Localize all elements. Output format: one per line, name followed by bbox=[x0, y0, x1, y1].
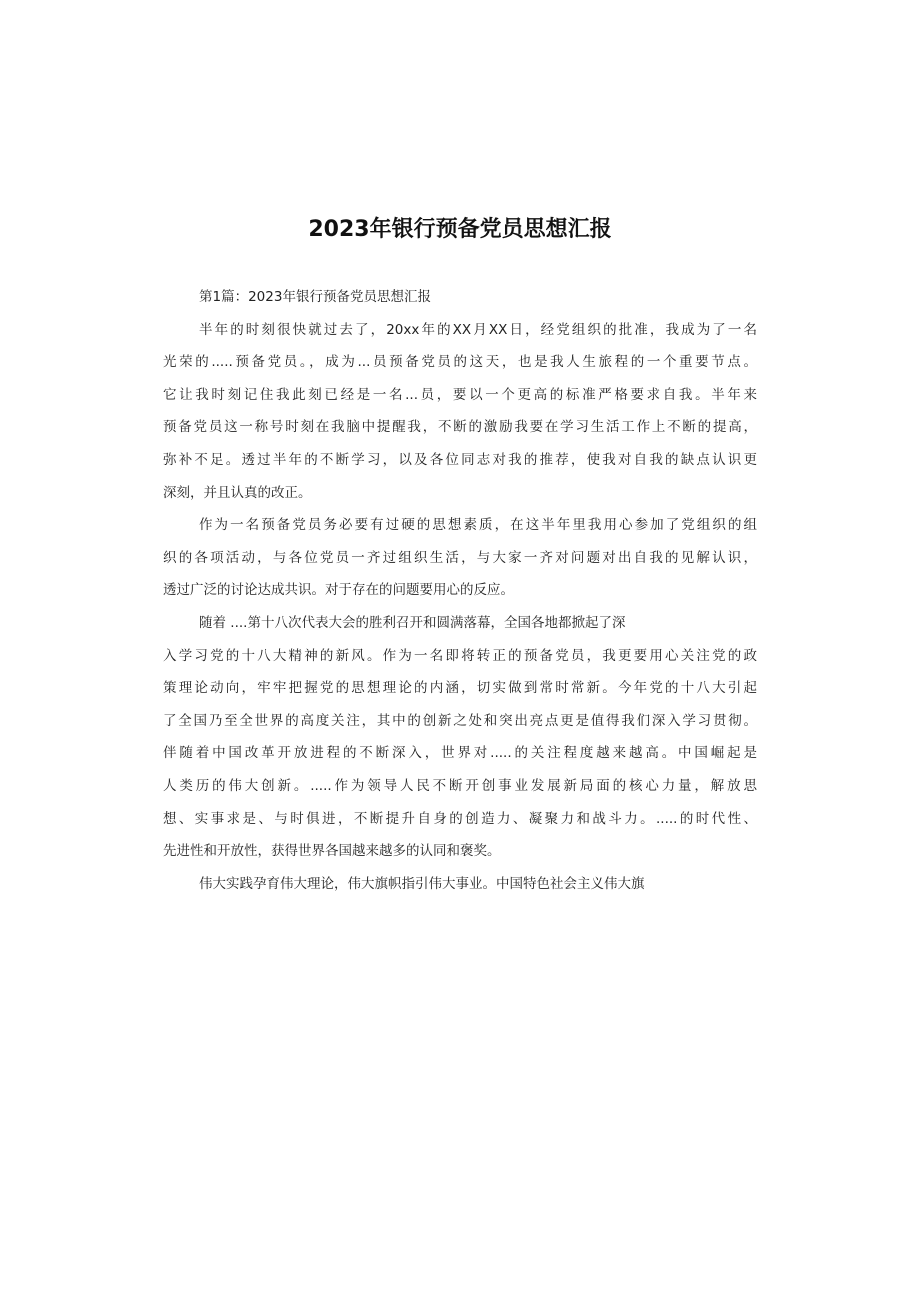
paragraph-line: 伟大实践孕育伟大理论，伟大旗帜指引伟大事业。中国特色社会主义伟大旗 bbox=[199, 875, 645, 892]
paragraph-4 bbox=[163, 871, 757, 904]
paragraph-line: 透过广泛的讨论达成共识。对于存在的问题要用心的反应。 bbox=[163, 582, 514, 599]
paragraph-line: 预备党员这一称号时刻在我脑中提醒我，不断的激励我要在学习生活工作上不断的提高， bbox=[163, 419, 757, 436]
paragraph-line: 织的各项活动，与各位党员一齐过组织生活，与大家一齐对问题对出自我的见解认识， bbox=[163, 549, 757, 566]
paragraph-1 bbox=[163, 317, 757, 513]
paragraph-line: 作为一名预备党员务必要有过硬的思想素质，在这半年里我用心参加了党组织的组 bbox=[199, 517, 757, 534]
paragraph-line: 半年的时刻很快就过去了，20xx年的XX月XX日，经党组织的批准，我成为了一名 bbox=[199, 321, 757, 338]
paragraph-line: 先进性和开放性，获得世界各国越来越多的认同和褒奖。 bbox=[163, 843, 501, 860]
paragraph-line: 入学习党的十八大精神的新风。作为一名即将转正的预备党员，我更要用心关注党的政 bbox=[163, 647, 757, 664]
paragraph-line: 人类历的伟大创新。.....作为领导人民不断开创事业发展新局面的核心力量，解放思 bbox=[163, 777, 757, 794]
document-body bbox=[163, 284, 757, 903]
paragraph-line: 伴随着中国改革开放进程的不断深入，世界对.....的关注程度越来越高。中国崛起是 bbox=[163, 745, 757, 762]
paragraph-line: 了全国乃至全世界的高度关注，其中的创新之处和突出亮点更是值得我们深入学习贯彻。 bbox=[163, 712, 757, 729]
paragraph-line: 弥补不足。透过半年的不断学习，以及各位同志对我的推荐，使我对自我的缺点认识更 bbox=[163, 451, 757, 468]
paragraph-3 bbox=[163, 610, 757, 871]
paragraph-line: 随着 ....第十八次代表大会的胜利召开和圆满落幕，全国各地都掀起了深 bbox=[199, 614, 626, 631]
paragraph-line: 策理论动向，牢牢把握党的思想理论的内涵，切实做到常时常新。今年党的十八大引起 bbox=[163, 680, 757, 697]
section-heading: 第1篇：2023年银行预备党员思想汇报 bbox=[199, 289, 431, 305]
paragraph-line: 想、实事求是、与时俱进，不断提升自身的创造力、凝聚力和战斗力。.....的时代性、 bbox=[163, 810, 757, 827]
paragraph-2 bbox=[163, 512, 757, 610]
paragraph-line: 深刻，并且认真的改正。 bbox=[163, 484, 312, 501]
paragraph-line: 光荣的.....预备党员。，成为...员预备党员的这天，也是我人生旅程的一个重要节点。 bbox=[163, 354, 757, 371]
document-title: 2023年银行预备党员思想汇报 bbox=[308, 217, 612, 242]
paragraph-line: 它让我时刻记住我此刻已经是一名...员，要以一个更高的标准严格要求自我。半年来 bbox=[163, 386, 757, 403]
